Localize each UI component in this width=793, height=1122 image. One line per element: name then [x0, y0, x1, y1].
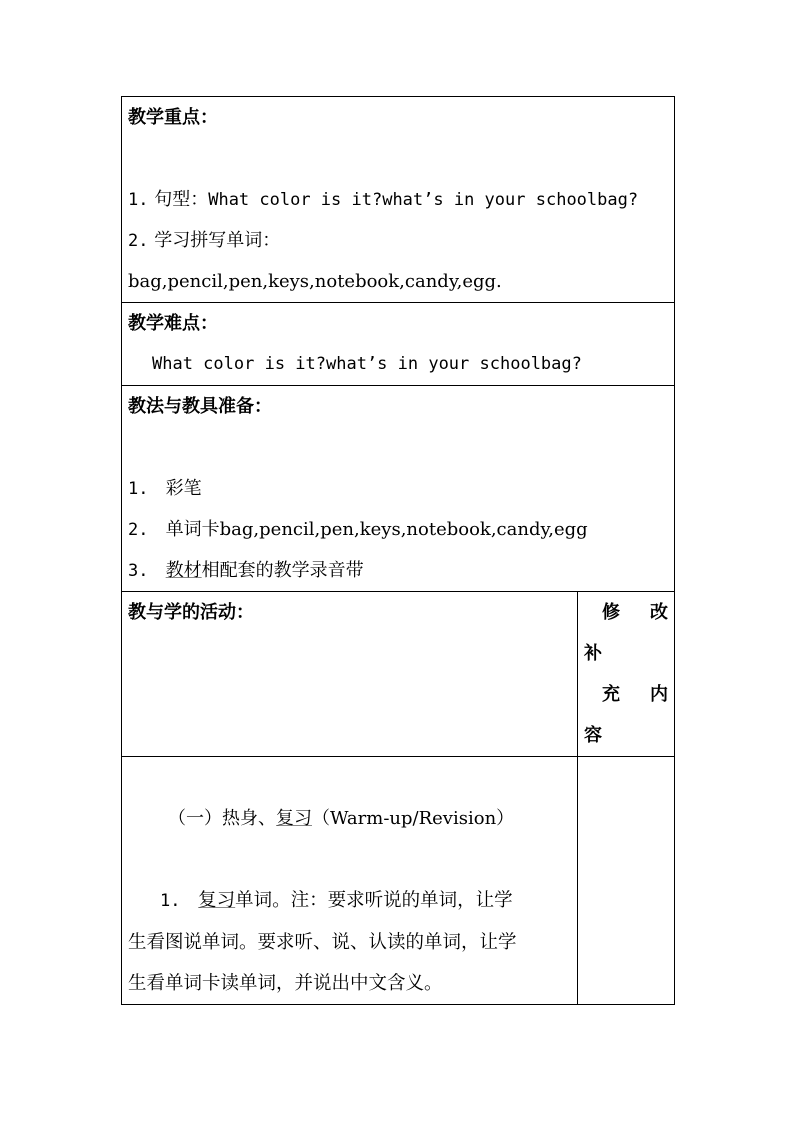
item-label: 句型： — [154, 189, 209, 210]
step-1-line-2: 生看图说单词。要求听、说、认读的单词，让学 — [128, 932, 517, 953]
item-number: 3. — [128, 561, 149, 581]
blank-line — [128, 757, 571, 798]
methods-item-3 — [128, 550, 668, 591]
step-text: 单词。注：要求听说的单词，让学 — [235, 890, 513, 911]
revision-header-line-2 — [584, 633, 668, 674]
activities-heading-cell — [122, 592, 578, 757]
step-1-paragraph — [128, 880, 571, 1004]
review-link[interactable]: 复习 — [198, 890, 236, 911]
item-text: 单词卡bag,pencil,pen,keys,notebook,candy,egg — [165, 519, 588, 540]
item-number: 1. — [128, 479, 149, 499]
header-char: 补 — [584, 643, 602, 664]
blank-line — [128, 138, 668, 179]
methods-item-2 — [128, 509, 668, 550]
item-number: 2. — [128, 231, 149, 251]
key-points-cell — [122, 97, 675, 303]
lesson-plan-table — [121, 96, 675, 1005]
revision-header-line-1 — [584, 592, 668, 633]
key-points-row — [122, 97, 675, 303]
header-char: 充 — [602, 684, 620, 705]
key-points-heading: 教学重点： — [128, 107, 218, 128]
revision-notes-header-cell — [578, 592, 675, 757]
activities-content-cell — [122, 757, 578, 1005]
key-point-item-2 — [128, 220, 668, 261]
difficulties-row — [122, 303, 675, 386]
activities-heading: 教与学的活动： — [128, 602, 254, 623]
methods-row — [122, 386, 675, 592]
item-text: 相配套的教学录音带 — [201, 560, 364, 581]
item-text: 彩笔 — [165, 478, 202, 499]
step-1-line-1 — [128, 880, 571, 922]
step-number: 1. — [160, 891, 181, 911]
header-char: 内 — [650, 684, 668, 705]
revision-link[interactable]: 复习 — [276, 808, 312, 829]
textbook-link[interactable]: 教材 — [165, 560, 202, 581]
word-list: bag,pencil,pen,keys,notebook,candy,egg. — [128, 271, 502, 292]
header-char: 容 — [584, 725, 602, 746]
key-point-item-1 — [128, 179, 668, 220]
warmup-heading — [128, 798, 571, 839]
activities-content-row — [122, 757, 675, 1005]
methods-heading: 教法与教具准备： — [128, 396, 272, 417]
item-number: 1. — [128, 190, 149, 210]
blank-line — [128, 427, 668, 468]
blank-line — [128, 839, 571, 880]
difficulties-heading: 教学难点： — [128, 313, 218, 334]
revision-header-line-3 — [584, 674, 668, 715]
revision-header-line-4 — [584, 715, 668, 756]
step-1-line-3: 生看单词卡读单词，并说出中文含义。 — [128, 973, 443, 994]
item-label: 学习拼写单词： — [154, 230, 281, 251]
methods-item-1 — [128, 468, 668, 509]
warmup-prefix: （一）热身、 — [168, 808, 276, 829]
item-number: 2. — [128, 520, 149, 540]
header-char: 修 — [602, 602, 620, 623]
methods-cell — [122, 386, 675, 592]
revision-notes-cell[interactable] — [578, 757, 675, 1005]
sentence-pattern-text: What color is it?what’s in your schoolbag? — [208, 190, 639, 210]
difficulties-cell — [122, 303, 675, 386]
warmup-suffix: （Warm-up/Revision） — [312, 808, 515, 829]
header-char: 改 — [650, 602, 668, 623]
difficulties-text: What color is it?what’s in your schoolbag? — [152, 354, 582, 374]
activities-header-row — [122, 592, 675, 757]
